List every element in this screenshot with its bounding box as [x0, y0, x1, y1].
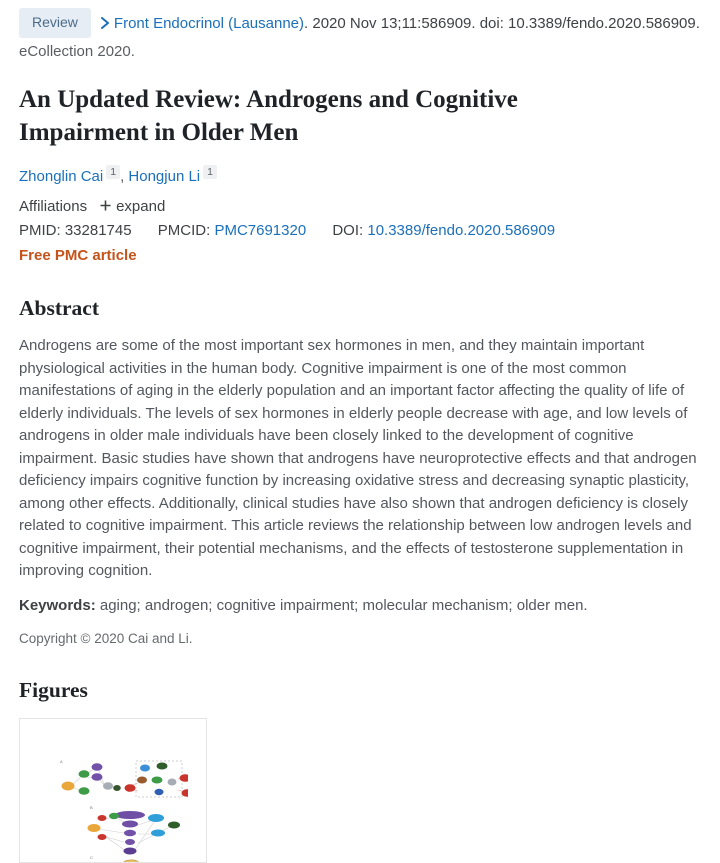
author-link[interactable]: Zhonglin Cai: [19, 168, 104, 186]
doi-label: DOI:: [332, 222, 364, 240]
figure-thumbnail[interactable]: [19, 718, 207, 863]
pmcid-link[interactable]: PMC7691320: [214, 222, 307, 240]
copyright-text: Copyright © 2020 Cai and Li.: [19, 631, 193, 647]
chevron-right-icon: [100, 11, 110, 38]
doi-link[interactable]: 10.3389/fendo.2020.586909: [367, 222, 556, 240]
publication-type-badge: Review: [19, 8, 91, 38]
authors-list: [19, 168, 701, 185]
pmid-group: [19, 222, 132, 239]
citation-header: [19, 8, 701, 65]
keywords-text: aging; androgen; cognitive impairment; molecular mechanism; older men.: [95, 596, 588, 614]
affiliations-row: [19, 198, 701, 215]
plus-icon: [100, 198, 111, 215]
pmcid-label: PMCID:: [157, 222, 211, 240]
free-pmc-article-label: Free PMC article: [19, 247, 137, 265]
abstract-heading: Abstract: [19, 296, 100, 321]
svg-text:A: A: [60, 759, 63, 765]
pmcid-group: [158, 222, 306, 239]
author-separator: ,: [120, 168, 129, 186]
article-title: An Updated Review: Androgens and Cognitive Impairment in Older Men: [19, 86, 518, 147]
pathway-diagram-image: [38, 743, 188, 863]
author-affiliation-sup[interactable]: 1: [106, 165, 120, 179]
affiliations-label: Affiliations: [19, 198, 88, 216]
identifiers-row: [19, 222, 701, 239]
doi-group: [332, 222, 555, 239]
author-affiliation-sup[interactable]: 1: [203, 165, 217, 179]
keywords-line: [19, 595, 701, 618]
svg-text:C: C: [90, 855, 93, 861]
pmid-value: 33281745: [64, 222, 132, 240]
abstract-paragraph: Androgens are some of the most important sex hormones in men, and they maintain important physiological activities in the human body. Cognitive impairment is one of the most common manifestations of aging in the elderly population and an important factor affecting the quality of life of elderly individuals. The levels of sex hormones in elderly people decrease with age, and low levels of androgens in older male individuals have been closely linked to the development of cognitive impairment. Basic studies have shown that androgens have neuroprotective effects and that androgen deficiency impairs cognitive function by increasing oxidative stress and decreasing synaptic plasticity, among other effects. Additionally, clinical studies have also shown that androgen deficiency is closely related to cognitive impairment. This article reviews the relationship between low androgen levels and cognitive impairment, their potential mechanisms, and the effects of testosterone supplementation in improving cognition.: [19, 337, 697, 580]
author-link[interactable]: Hongjun Li: [128, 168, 201, 186]
expand-label: expand: [116, 198, 166, 216]
journal-link[interactable]: Front Endocrinol (Lausanne): [113, 15, 305, 32]
keywords-label: Keywords:: [19, 596, 96, 614]
svg-text:B: B: [90, 805, 93, 811]
pmid-label: PMID:: [19, 222, 61, 240]
figures-heading: Figures: [19, 678, 88, 703]
ecollection-text: eCollection 2020.: [19, 43, 135, 61]
affiliations-expand-button[interactable]: [100, 198, 165, 215]
citation-text: . 2020 Nov 13;11:586909. doi: 10.3389/fendo.2020.586909.: [304, 15, 700, 32]
